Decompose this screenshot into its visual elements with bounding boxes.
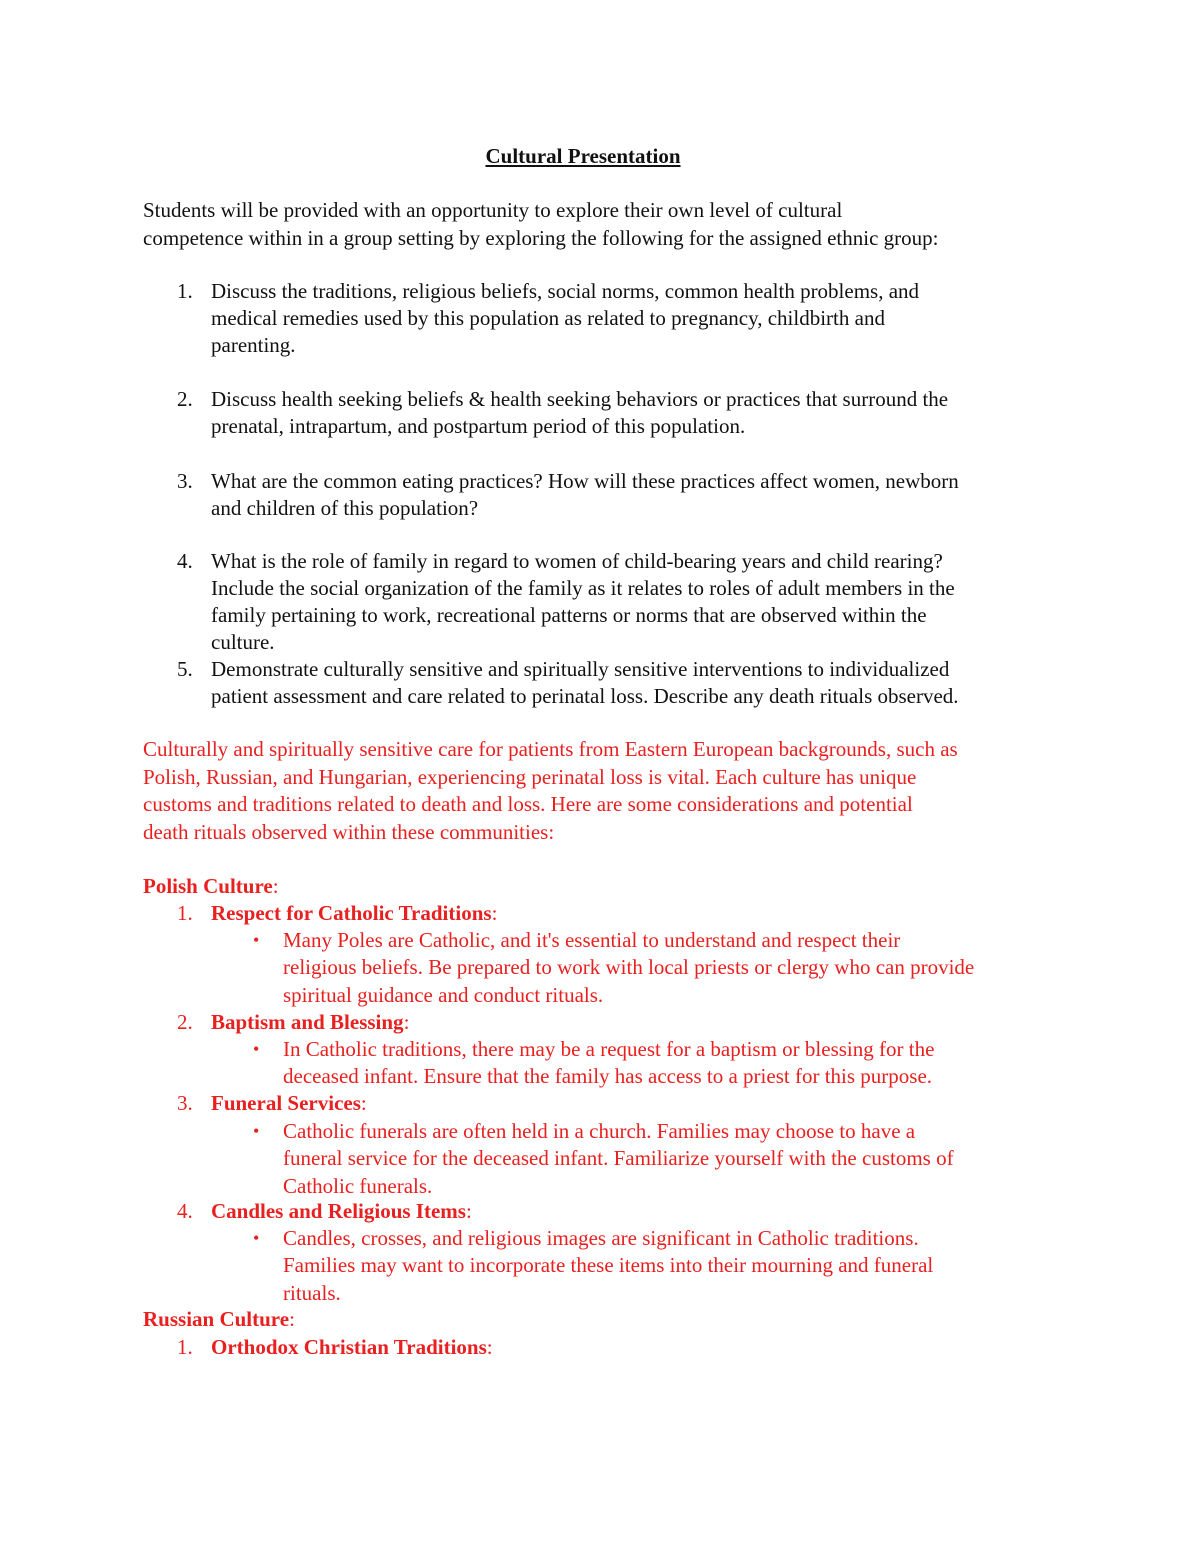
subheading-colon: :: [360, 1091, 367, 1115]
heading-text: Russian Culture: [143, 1307, 290, 1331]
bullet-icon: •: [253, 1228, 260, 1248]
subheading-text: Orthodox Christian Traditions: [211, 1335, 487, 1359]
bullet-line: rituals.: [283, 1280, 341, 1305]
question-text: [211, 278, 919, 359]
heading-colon: :: [272, 874, 279, 898]
bullet-text: [283, 1036, 934, 1091]
answer-intro-line: Culturally and spiritually sensitive care for patients from Eastern European backgrounds, such as: [143, 737, 958, 761]
question-text: [211, 468, 959, 522]
list-number: 3.: [177, 469, 193, 493]
section-heading-russian: [143, 1306, 295, 1333]
question-line: Discuss the traditions, religious beliefs, social norms, common health problems, and: [211, 279, 920, 303]
question-line: patient assessment and care related to perinatal loss. Describe any death rituals observed.: [211, 684, 959, 708]
question-text: [211, 548, 955, 656]
question-line: Discuss health seeking beliefs & health seeking behaviors or practices that surround the: [211, 387, 949, 411]
question-line: culture.: [211, 630, 275, 654]
answer-intro-line: customs and traditions related to death and loss. Here are some considerations and potential: [143, 792, 913, 816]
document-title: Cultural Presentation: [485, 144, 681, 168]
question-text: [211, 386, 948, 440]
section-heading-polish: [143, 873, 279, 900]
list-number: 2.: [177, 387, 193, 411]
question-line: What is the role of family in regard to women of child-bearing years and child rearing?: [211, 549, 943, 573]
list-number: 4.: [177, 1199, 193, 1223]
intro-paragraph: [143, 196, 1063, 252]
bullet-line: spiritual guidance and conduct rituals.: [283, 982, 604, 1007]
question-line: family pertaining to work, recreational patterns or norms that are observed within the: [211, 603, 927, 627]
question-text: [211, 656, 959, 710]
subheading-colon: :: [491, 901, 498, 925]
list-number: 3.: [177, 1091, 193, 1115]
bullet-line: Catholic funerals are often held in a church. Families may choose to have a: [283, 1119, 916, 1143]
list-number: 1.: [177, 1335, 193, 1359]
bullet-line: Candles, crosses, and religious images are significant in Catholic traditions.: [283, 1226, 919, 1250]
heading-text: Polish Culture: [143, 874, 273, 898]
subheading-text: Baptism and Blessing: [211, 1010, 404, 1034]
bullet-line: funeral service for the deceased infant. Familiarize yourself with the customs of: [283, 1146, 954, 1171]
bullet-line: Families may want to incorporate these items into their mourning and funeral: [283, 1253, 934, 1278]
question-line: Include the social organization of the family as it relates to roles of adult members in the: [211, 576, 955, 600]
list-number: 1.: [177, 279, 193, 303]
question-line: prenatal, intrapartum, and postpartum period of this population.: [211, 414, 746, 438]
answer-intro-line: Polish, Russian, and Hungarian, experiencing perinatal loss is vital. Each culture has unique: [143, 764, 917, 789]
answer-intro-line: death rituals observed within these communities:: [143, 819, 555, 844]
intro-line: competence within in a group setting by exploring the following for the assigned ethnic group:: [143, 226, 939, 250]
bullet-line: religious beliefs. Be prepared to work with local priests or clergy who can provide: [283, 955, 975, 980]
bullet-line: Many Poles are Catholic, and it's essential to understand and respect their: [283, 928, 901, 952]
list-number: 2.: [177, 1010, 193, 1034]
subheading-text: Candles and Religious Items: [211, 1199, 466, 1223]
bullet-icon: •: [253, 1039, 260, 1059]
bullet-text: [283, 927, 974, 1009]
subheading-colon: :: [403, 1010, 410, 1034]
question-line: Demonstrate culturally sensitive and spiritually sensitive interventions to individualized: [211, 657, 950, 681]
heading-colon: :: [289, 1307, 295, 1331]
bullet-line: Catholic funerals.: [283, 1173, 433, 1198]
intro-line: Students will be provided with an opportunity to explore their own level of cultural: [143, 198, 843, 222]
question-line: medical remedies used by this population as related to pregnancy, childbirth and: [211, 306, 885, 330]
subheading-colon: :: [486, 1335, 493, 1359]
subheading-text: Funeral Services: [211, 1091, 361, 1115]
subheading-text: Respect for Catholic Traditions: [211, 901, 492, 925]
bullet-line: In Catholic traditions, there may be a request for a baptism or blessing for the: [283, 1037, 935, 1061]
bullet-line: deceased infant. Ensure that the family has access to a priest for this purpose.: [283, 1064, 933, 1089]
question-line: What are the common eating practices? How will these practices affect women, newborn: [211, 469, 959, 493]
list-number: 1.: [177, 901, 193, 925]
bullet-text: [283, 1225, 933, 1307]
answer-intro-paragraph: [143, 736, 958, 846]
question-line: parenting.: [211, 333, 296, 357]
list-number: 4.: [177, 549, 193, 573]
bullet-icon: •: [253, 930, 260, 950]
list-number: 5.: [177, 657, 193, 681]
bullet-icon: •: [253, 1121, 260, 1141]
bullet-text: [283, 1118, 954, 1200]
subheading-colon: :: [465, 1199, 472, 1223]
question-line: and children of this population?: [211, 496, 479, 520]
